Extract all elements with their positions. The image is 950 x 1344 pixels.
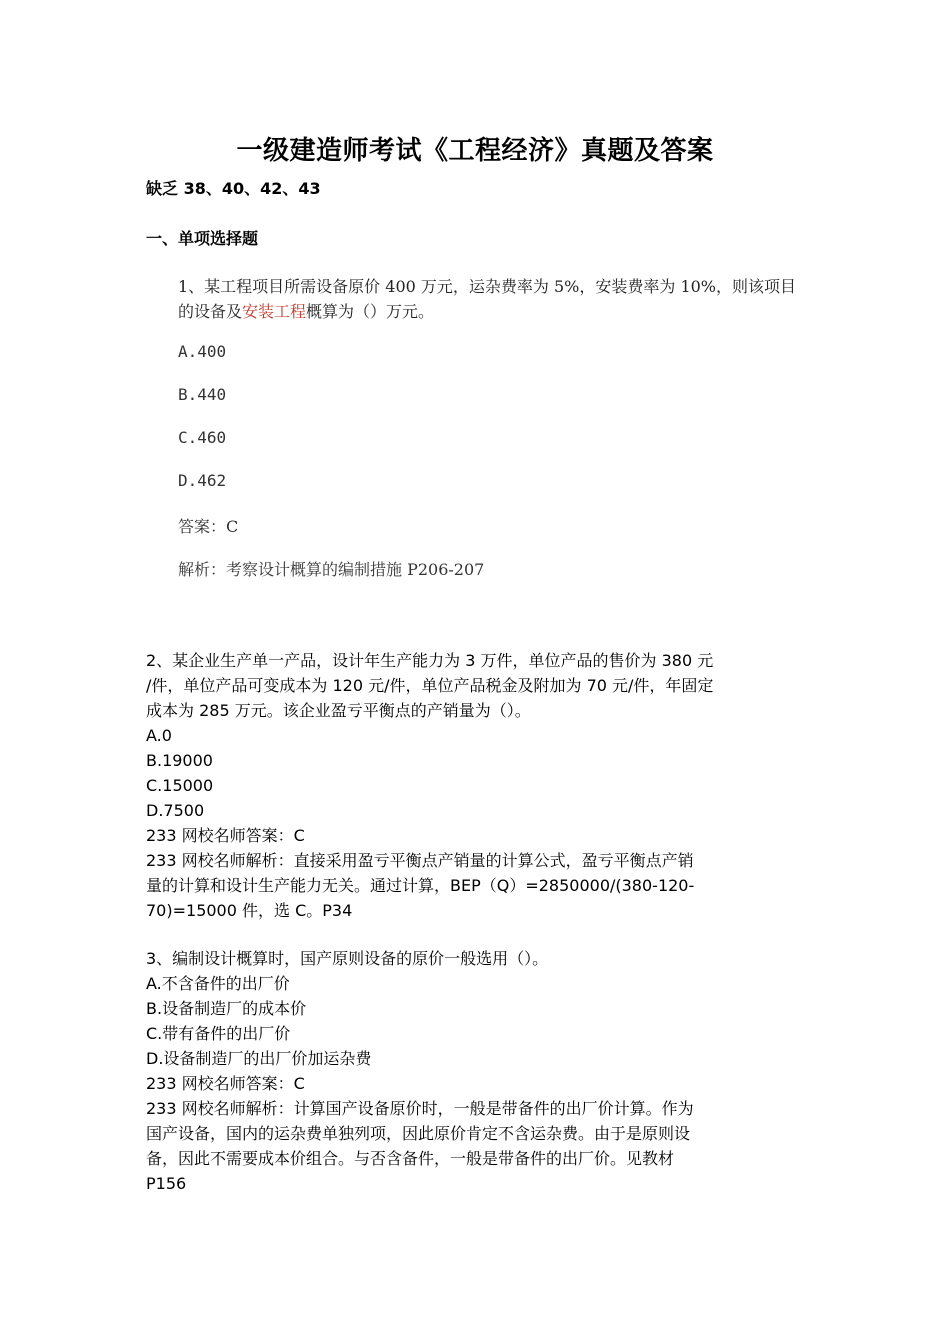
question-2-answer: 233 网校名师答案：C (146, 826, 305, 845)
question-1-stem (146, 274, 806, 324)
question-2-option-a: A.0 (146, 726, 172, 745)
question-2-stem-line: 成本为 285 万元。该企业盈亏平衡点的产销量为（）。 (146, 701, 531, 720)
question-3-stem: 3、编制设计概算时，国产原则设备的原价一般选用（）。 (146, 949, 549, 968)
question-3-option-c: C.带有备件的出厂价 (146, 1024, 291, 1043)
question-2-analysis-line: 233 网校名师解析：直接采用盈亏平衡点产销量的计算公式，盈亏平衡点产销 (146, 851, 694, 870)
question-2-option-d: D.7500 (146, 801, 205, 820)
missing-questions-note: 缺乏 38、40、42、43 (146, 179, 321, 198)
question-2-stem-line: /件，单位产品可变成本为 120 元/件，单位产品税金及附加为 70 元/件，年固定 (146, 676, 714, 695)
question-2-analysis-line: 70)=15000 件，选 C。P34 (146, 901, 353, 920)
question-3 (146, 946, 806, 1196)
question-1-analysis: 解析：考察设计概算的编制措施 P206-207 (178, 560, 485, 579)
question-2-stem-line: 2、某企业生产单一产品，设计年生产能力为 3 万件，单位产品的售价为 380 元 (146, 651, 714, 670)
question-1-answer: 答案：C (178, 517, 239, 536)
question-3-analysis-line: 备，因此不需要成本价组合。与否含备件，一般是带备件的出厂价。见教材 (146, 1149, 675, 1168)
question-2-option-c: C.15000 (146, 776, 214, 795)
question-3-option-b: B.设备制造厂的成本价 (146, 999, 307, 1018)
question-1-stem-end: 概算为（）万元。 (306, 302, 435, 321)
section-heading: 一、单项选择题 (146, 229, 259, 248)
question-3-option-a: A.不含备件的出厂价 (146, 974, 290, 993)
question-1-option-d: D.462 (178, 471, 227, 490)
question-1-highlight: 安装工程 (242, 302, 307, 321)
question-3-analysis-line: P156 (146, 1174, 187, 1193)
question-2-analysis-line: 量的计算和设计生产能力无关。通过计算，BEP（Q）=2850000/(380-120- (146, 876, 695, 895)
question-1-option-c: C.460 (178, 428, 227, 447)
question-2 (146, 648, 806, 923)
question-1-option-a: A.400 (178, 342, 227, 361)
question-3-analysis-line: 233 网校名师解析：计算国产设备原价时，一般是带备件的出厂价计算。作为 (146, 1099, 694, 1118)
question-3-answer: 233 网校名师答案：C (146, 1074, 305, 1093)
question-1-option-b: B.440 (178, 385, 227, 404)
question-3-analysis-line: 国产设备，国内的运杂费单独列项，因此原价肯定不含运杂费。由于是原则设 (146, 1124, 691, 1143)
question-2-option-b: B.19000 (146, 751, 213, 770)
document-title: 一级建造师考试《工程经济》真题及答案 (236, 136, 714, 166)
question-3-option-d: D.设备制造厂的出厂价加运杂费 (146, 1049, 372, 1068)
question-1-stem-text: 1、某工程项目所需设备原价 400 万元，运杂费率为 5%，安装费率为 10%，则该项目的设备及 (178, 277, 797, 321)
